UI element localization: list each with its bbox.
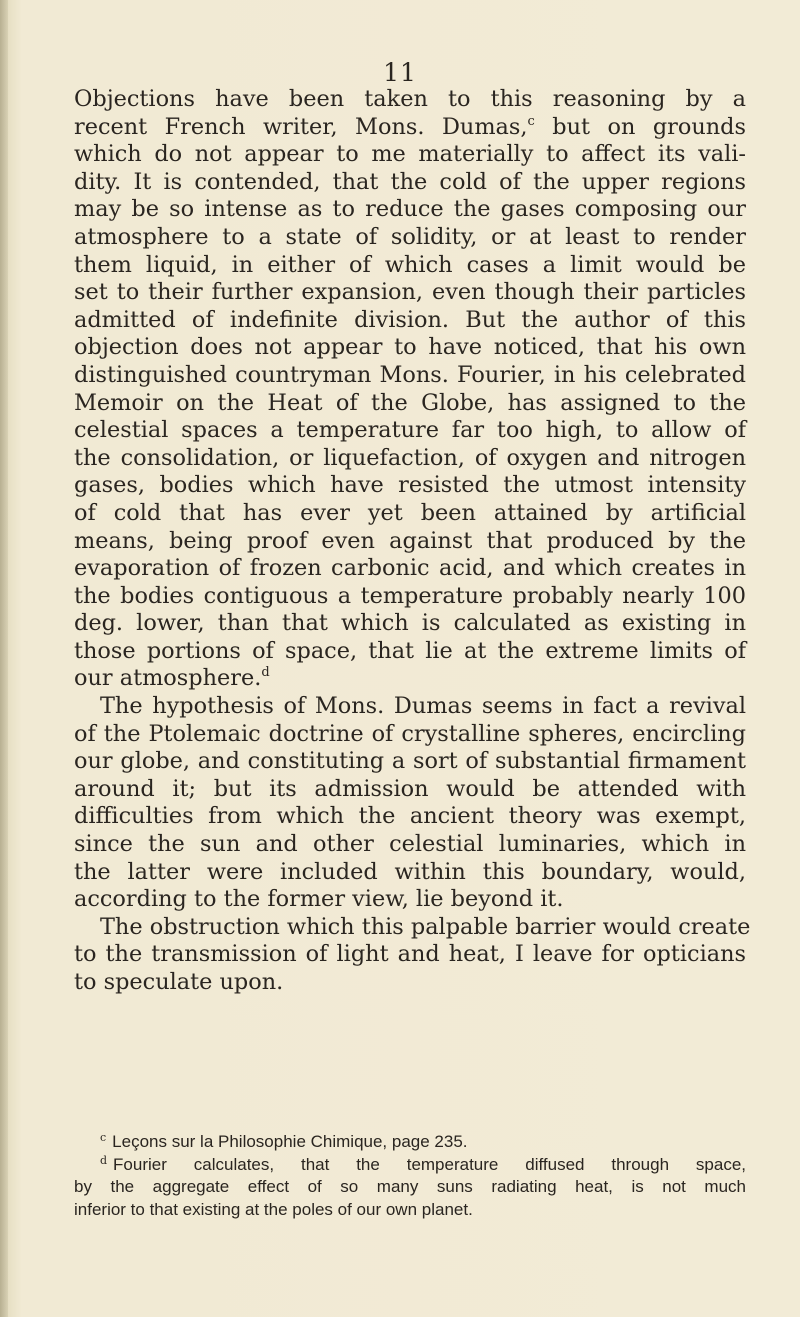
text-line: [74, 86, 746, 114]
page-number: 11: [383, 58, 417, 87]
body-text: [74, 86, 751, 997]
footnote-marker: c: [100, 1131, 107, 1144]
line-text: according to the former view, lie beyond it.: [74, 886, 564, 913]
text-line: [74, 583, 746, 611]
text-line: [74, 252, 746, 280]
text-line: [74, 886, 746, 914]
line-text: means, being proof even against that produced by the: [74, 527, 746, 554]
footnote-reference: d: [261, 665, 270, 681]
line-text: evaporation of frozen carbonic acid, and which creates in: [74, 555, 746, 582]
line-text: those portions of space, that lie at the extreme limits of: [74, 637, 746, 664]
footnote-line: [74, 1131, 746, 1154]
line-text: difficulties from which the ancient theory was exempt,: [74, 803, 746, 830]
text-line: [74, 859, 746, 887]
line-text: which do not appear to me materially to affect its vali-: [74, 141, 746, 168]
line-text: The hypothesis of Mons. Dumas seems in fact a revival: [100, 693, 746, 720]
text-line: [74, 941, 746, 969]
paragraph: [74, 913, 751, 997]
line-text: deg. lower, than that which is calculated as existing in: [74, 610, 746, 637]
line-text: to speculate upon.: [74, 969, 284, 995]
text-line: [74, 279, 746, 307]
footnote-line: [74, 1154, 746, 1177]
line-text: recent French writer, Mons. Dumas,: [74, 113, 528, 140]
line-text: Objections have been taken to this reasoning by a: [74, 86, 746, 112]
text-line: [74, 803, 746, 831]
line-text: may be so intense as to reduce the gases composing our: [74, 196, 746, 223]
paragraph: [74, 693, 746, 914]
footnotes: [74, 1131, 746, 1221]
text-line: [74, 417, 746, 445]
line-text: set to their further expansion, even though their particles: [74, 279, 746, 306]
line-text: atmosphere to a state of solidity, or at least to render: [74, 223, 746, 250]
line-text: Memoir on the Heat of the Globe, has assigned to the: [74, 389, 746, 416]
line-text: celestial spaces a temperature far too high, to allow of: [74, 417, 746, 444]
text-line: [74, 913, 751, 942]
footnote-text: by the aggregate effect of so many suns radiating heat, is not much: [74, 1177, 746, 1196]
line-text: to the transmission of light and heat, I leave for opticians: [74, 941, 746, 968]
text-line: [74, 776, 746, 804]
line-text: gases, bodies which have resisted the utmost intensity: [74, 472, 746, 499]
text-line: [74, 969, 746, 997]
line-text: the latter were included within this boundary, would,: [74, 858, 746, 885]
text-line: [74, 390, 746, 418]
line-text: of the Ptolemaic doctrine of crystalline spheres, encircling: [74, 720, 746, 747]
text-line: [74, 693, 746, 721]
binding-gutter-shadow: [0, 0, 8, 1317]
line-text: The obstruction which this palpable barrier would create: [100, 913, 751, 940]
text-line: [74, 224, 746, 252]
text-line: [74, 445, 746, 473]
footnote-line: [74, 1199, 746, 1222]
footnote-text: inferior to that existing at the poles of our own planet.: [74, 1199, 473, 1219]
line-text: the consolidation, or liquefaction, of oxygen and nitrogen: [74, 444, 746, 471]
footnote-marker: d: [100, 1153, 108, 1167]
line-text: objection does not appear to have noticed, that his own: [74, 334, 746, 361]
line-text: since the sun and other celestial luminaries, which in: [74, 831, 746, 858]
footnote: [74, 1154, 746, 1222]
text-line: [74, 610, 746, 638]
footnote-reference: c: [527, 113, 535, 129]
text-line: [74, 362, 746, 390]
text-line: [74, 196, 746, 224]
line-text: our globe, and constituting a sort of substantial firmament: [74, 748, 746, 775]
text-line: [74, 665, 746, 693]
line-text: around it; but its admission would be attended with: [74, 775, 746, 802]
footnote: [74, 1131, 746, 1154]
footnote-text: Fourier calculates, that the temperature diffused through space,: [113, 1154, 746, 1174]
line-text: dity. It is contended, that the cold of the upper regions: [74, 168, 746, 195]
line-text: them liquid, in either of which cases a limit would be: [74, 251, 746, 278]
text-line: [74, 500, 746, 528]
text-line: [74, 555, 746, 583]
text-line: [74, 638, 746, 666]
line-text: admitted of indefinite division. But the author of this: [74, 306, 746, 333]
text-line: [74, 141, 746, 169]
text-line: [74, 472, 746, 500]
text-line: [74, 831, 746, 859]
line-text: of cold that has ever yet been attained by artificial: [74, 499, 746, 526]
text-line: [74, 169, 746, 197]
text-line: [74, 748, 746, 776]
text-line: [74, 528, 746, 556]
line-text: the bodies contiguous a temperature probably nearly 100: [74, 582, 746, 609]
line-text: distinguished countryman Mons. Fourier, in his celebrated: [74, 361, 746, 388]
text-line: [74, 334, 746, 362]
text-line: [74, 721, 746, 749]
paragraph: [74, 86, 746, 693]
text-line: [74, 114, 746, 142]
line-text: our atmosphere.: [74, 665, 262, 692]
line-text-continued: but on grounds: [534, 113, 747, 140]
footnote-text: Leçons sur la Philosophie Chimique, page 235.: [112, 1132, 468, 1151]
text-line: [74, 307, 746, 335]
footnote-line: [74, 1176, 746, 1199]
